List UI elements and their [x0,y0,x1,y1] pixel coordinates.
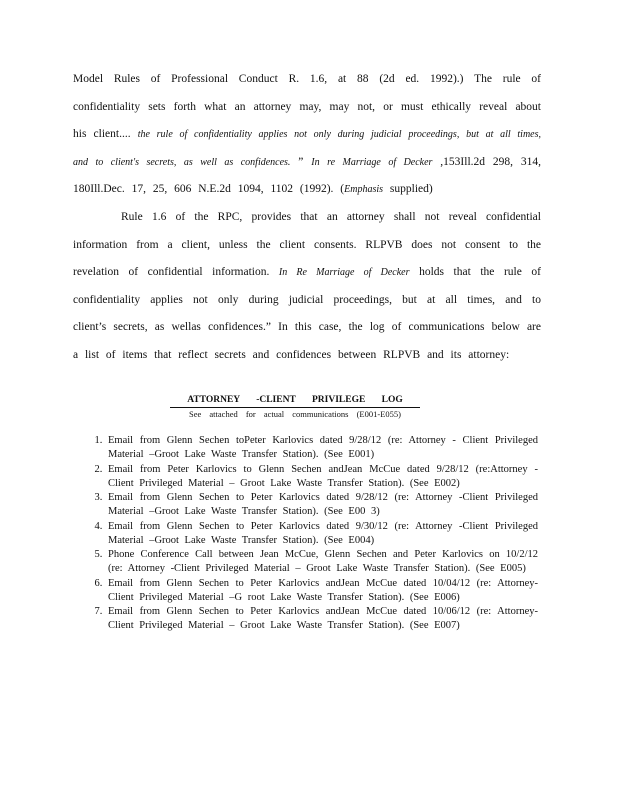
text-segment: Rule 1.6 of the RPC, provides that an attorney shall not reveal confidential information from a client, unless the client consents. RLPVB does not consent to the revelation of confidential information. [73,210,541,279]
text-segment: Model Rules of Professional Conduct R. 1.6, at 88 (2d ed. 1992).) The rule of confidentiality sets forth what an attorney may, may not, or must ethically reveal about his client.... [73,73,541,141]
log-item: 6. Email from Glenn Sechen to Peter Karlovics andJean McCue dated 10/04/12 (re: Attorney- Client Privileged Material –G root Lake Waste Transfer Station). (See E006) [108,577,538,605]
text-segment: ,153Ill.2d 298, 314, 180Ill.Dec. 17, 25, 606 N.E.2d 1094, 1102 (1992). ( [73,155,541,196]
paragraph-rule-1-6 [73,204,541,370]
privilege-log-subtitle: See attached for actual communications (E001-E055) [189,409,401,419]
privilege-log-title: ATTORNEY -CLIENT PRIVILEGE LOG [170,394,420,408]
text-segment: supplied) [383,183,433,196]
log-item: 3. Email from Glenn Sechen to Peter Karlovics dated 9/28/12 (re: Attorney -Client Privileged Material –Groot Lake Waste Transfer Station). (See E00 3) [108,491,538,519]
log-item: 5. Phone Conference Call between Jean McCue, Glenn Sechen and Peter Karlovics on 10/2/12 (re: Attorney -Client Privileged Material – Groot Lake Waste Transfer Station). (See E005) [108,548,538,576]
privilege-log-heading [170,394,420,420]
privilege-log-list [78,434,538,634]
emphasized-quote: the rule of confidentiality applies not only during judicial proceedings, but at all times, and to client's secrets, as well as confidences. [73,129,542,168]
text-segment: ” [290,155,312,168]
case-citation: In Re Marriage of Decker [278,267,410,279]
text-segment: holds that the rule of confidentiality applies not only during judicial proceedings, but at all times, and to client’s secrets, as wellas confidences.” In this case, the log of communications below are a list of items that reflect secrets and confidences between RLPVB and its attorney: [73,266,541,361]
log-item: 1. Email from Glenn Sechen toPeter Karlovics dated 9/28/12 (re: Attorney - Client Privileged Material –Groot Lake Waste Transfer Station). (See E001) [108,434,538,462]
emphasis-word: Emphasis [344,184,384,196]
log-item: 4. Email from Glenn Sechen to Peter Karlovics dated 9/30/12 (re: Attorney -Client Privileged Material –Groot Lake Waste Transfer Station). (See E004) [108,520,538,548]
log-item: 7. Email from Glenn Sechen to Peter Karlovics andJean McCue dated 10/06/12 (re: Attorney- Client Privileged Material – Groot Lake Waste Transfer Station). (See E007) [108,605,538,633]
body-text [73,66,541,370]
log-item: 2. Email from Peter Karlovics to Glenn Sechen andJean McCue dated 9/28/12 (re:Attorney -Client Privileged Material – Groot Lake Waste Transfer Station). (See E002) [108,463,538,491]
case-citation: In re Marriage of Decker [311,156,433,168]
paragraph-quote [73,66,541,204]
